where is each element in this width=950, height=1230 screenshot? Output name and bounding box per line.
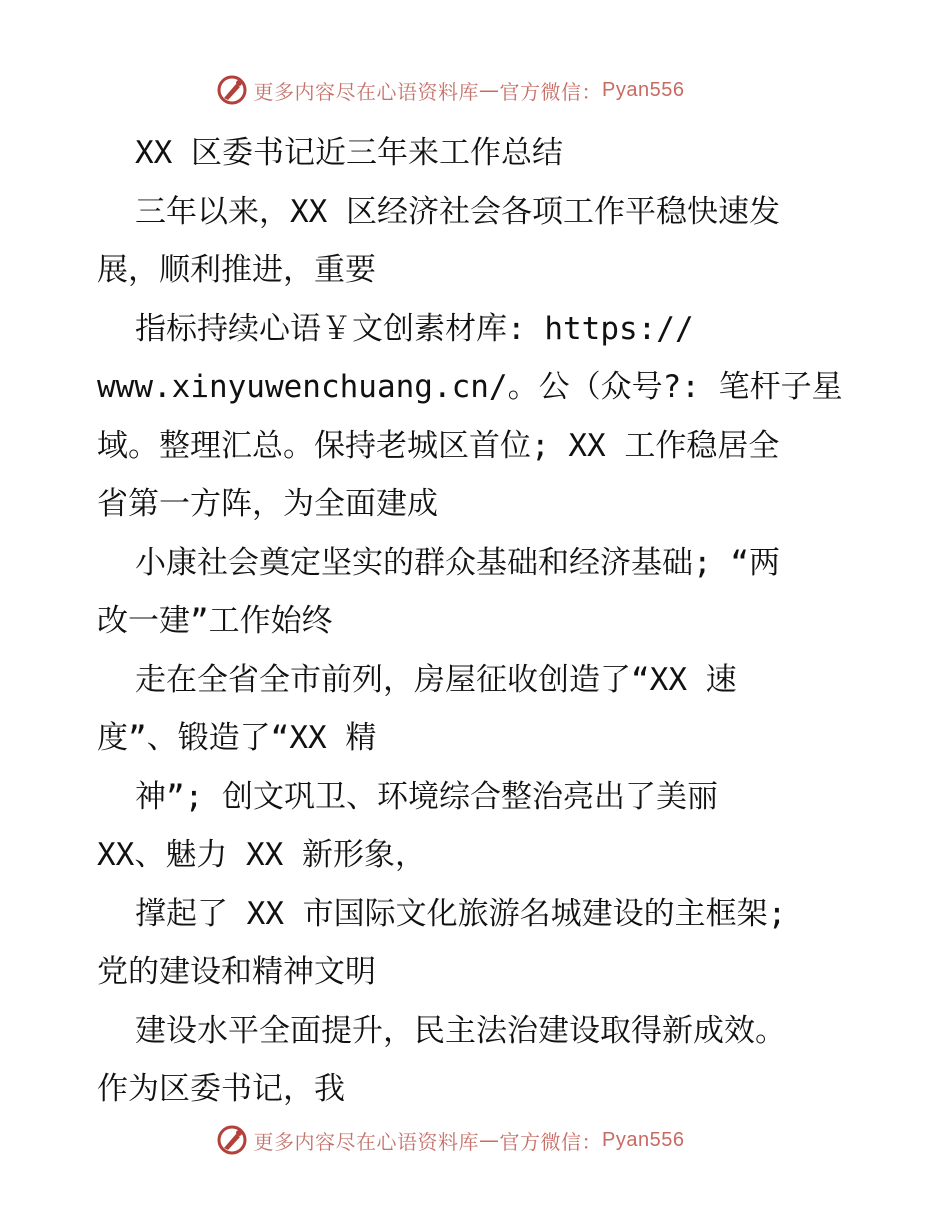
pen-nib-circle-icon [216,1124,248,1156]
watermark-main-text: 更多内容尽在心语资料库 [253,1129,480,1154]
paragraph-line: 撑起了 XX 市国际文化旅游名城建设的主框架; [135,895,787,932]
paragraph-line: 走在全省全市前列，房屋征收创造了“XX 速 [135,661,737,698]
paragraph-line: 神”; 创文巩卫、环境综合整治亮出了美丽 [135,778,718,815]
header-watermark [0,70,950,110]
watermark-official-label: 官方微信： [499,79,603,104]
paragraph-line: 建设水平全面提升，民主法治建设取得新成效。 [135,1012,786,1049]
paragraph-line: 度”、锻造了“XX 精 [97,720,377,756]
paragraph-line: 作为区委书记，我 [97,1071,345,1107]
paragraph-line: 省第一方阵，为全面建成 [97,486,438,522]
paragraph-line: 域。整理汇总。保持老城区首位; XX 工作稳居全 [97,427,780,464]
paragraph-line: 展，顺利推进，重要 [97,252,376,288]
document-title: XX 区委书记近三年来工作总结 [135,135,563,171]
paragraph-line: 指标持续心语￥文创素材库: https:// [135,310,694,347]
pen-nib-circle-icon [216,74,248,106]
paragraph-line: 小康社会奠定坚实的群众基础和经济基础; “两 [135,544,780,581]
paragraph-line: 改一建”工作始终 [97,603,333,639]
watermark-official-label: 官方微信： [499,1129,603,1154]
paragraph-line: www.xinyuwenchuang.cn/。公（众号?: 笔杆子星 [97,369,843,405]
footer-watermark [0,1120,950,1160]
watermark-wechat-id: Pyan556 [602,1128,685,1151]
watermark-dash: — [479,78,500,102]
document-body [97,124,857,1119]
paragraph-line: 三年以来，XX 区经济社会各项工作平稳快速发 [135,193,780,230]
watermark-dash: — [479,1128,500,1152]
watermark-wechat-id: Pyan556 [602,78,685,101]
watermark-main-text: 更多内容尽在心语资料库 [253,79,480,104]
paragraph-line: 党的建设和精神文明 [97,954,376,990]
paragraph-line: XX、魅力 XX 新形象， [97,837,426,873]
